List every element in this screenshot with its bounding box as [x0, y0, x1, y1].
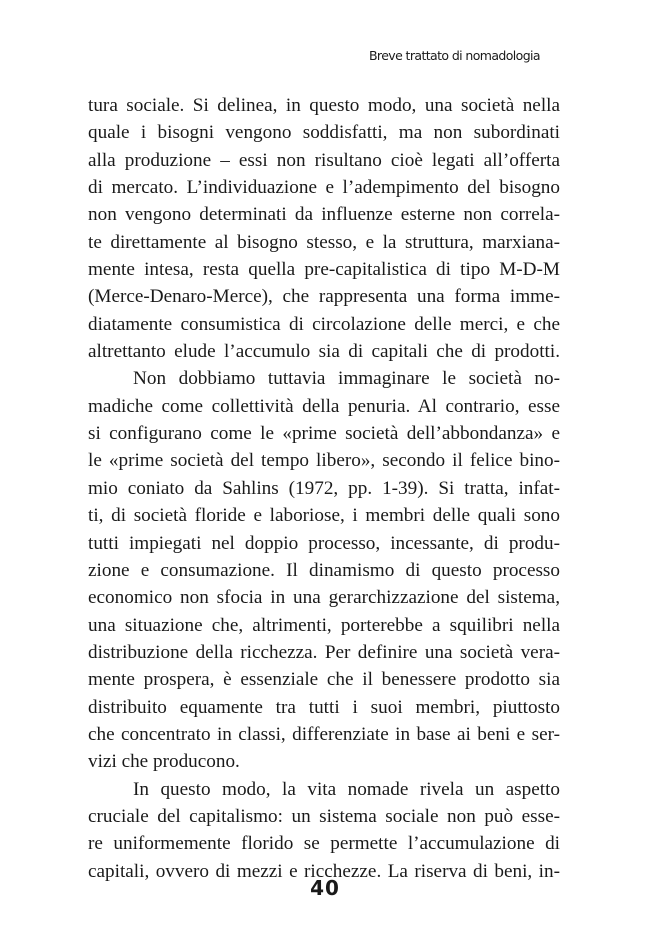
text-line: si configurano come le «prime società dell’abbondanza» e — [88, 423, 560, 445]
text-line: economico non sfocia in una gerarchizzazione del sistema, — [88, 587, 560, 609]
text-line: mente prospera, è essenziale che il benessere prodotto sia — [88, 669, 560, 691]
text-line: mio coniato da Sahlins (1972, pp. 1-39). Si tratta, infat- — [88, 477, 560, 499]
text-line: capitali, ovvero di mezzi e ricchezze. La riserva di beni, in- — [88, 860, 560, 882]
text-line: alla produzione – essi non risultano cioè legati all’offerta — [88, 149, 560, 171]
paragraph-first-line: In questo modo, la vita nomade rivela un aspetto — [133, 778, 560, 800]
text-line: mente intesa, resta quella pre-capitalistica di tipo M-D-M — [88, 259, 560, 281]
text-line: altrettanto elude l’accumulo sia di capitali che di prodotti. — [88, 341, 560, 363]
paragraph-last-line: vizi che producono. — [88, 751, 240, 773]
text-line: re uniformemente florido se permette l’accumulazione di — [88, 833, 560, 855]
text-line: diatamente consumistica di circolazione delle merci, e che — [88, 313, 560, 335]
text-line: cruciale del capitalismo: un sistema sociale non può esse- — [88, 805, 560, 827]
paragraph-first-line: Non dobbiamo tuttavia immaginare le società no- — [133, 368, 560, 390]
text-line: distribuito equamente tra tutti i suoi membri, piuttosto — [88, 696, 560, 718]
text-line: ti, di società floride e laboriose, i membri delle quali sono — [88, 505, 560, 527]
text-line: distribuzione della ricchezza. Per definire una società vera- — [88, 641, 560, 663]
text-line: tura sociale. Si delinea, in questo modo, una società nella — [88, 95, 560, 116]
text-line: tutti impiegati nel doppio processo, incessante, di produ- — [88, 532, 560, 554]
text-line: che concentrato in classi, differenziate in base ai beni e ser- — [88, 723, 560, 745]
text-line: le «prime società del tempo libero», secondo il felice bino- — [88, 450, 560, 472]
text-line: non vengono determinati da influenze esterne non correla- — [88, 204, 560, 226]
text-line: quale i bisogni vengono soddisfatti, ma non subordinati — [88, 122, 560, 144]
text-line: zione e consumazione. Il dinamismo di questo processo — [88, 559, 560, 581]
text-line: una situazione che, altrimenti, porterebbe a squilibri nella — [88, 614, 560, 636]
body-text — [88, 92, 560, 885]
text-line: te direttamente al bisogno stesso, e la struttura, marxiana- — [88, 231, 560, 253]
text-line: (Merce-Denaro-Merce), che rappresenta una forma imme- — [88, 286, 560, 308]
text-line: di mercato. L’individuazione e l’adempimento del bisogno — [88, 177, 560, 199]
text-line: madiche come collettività della penuria. Al contrario, esse — [88, 395, 560, 417]
running-header: Breve trattato di nomadologia — [368, 48, 540, 63]
page-number: 40 — [310, 876, 340, 900]
